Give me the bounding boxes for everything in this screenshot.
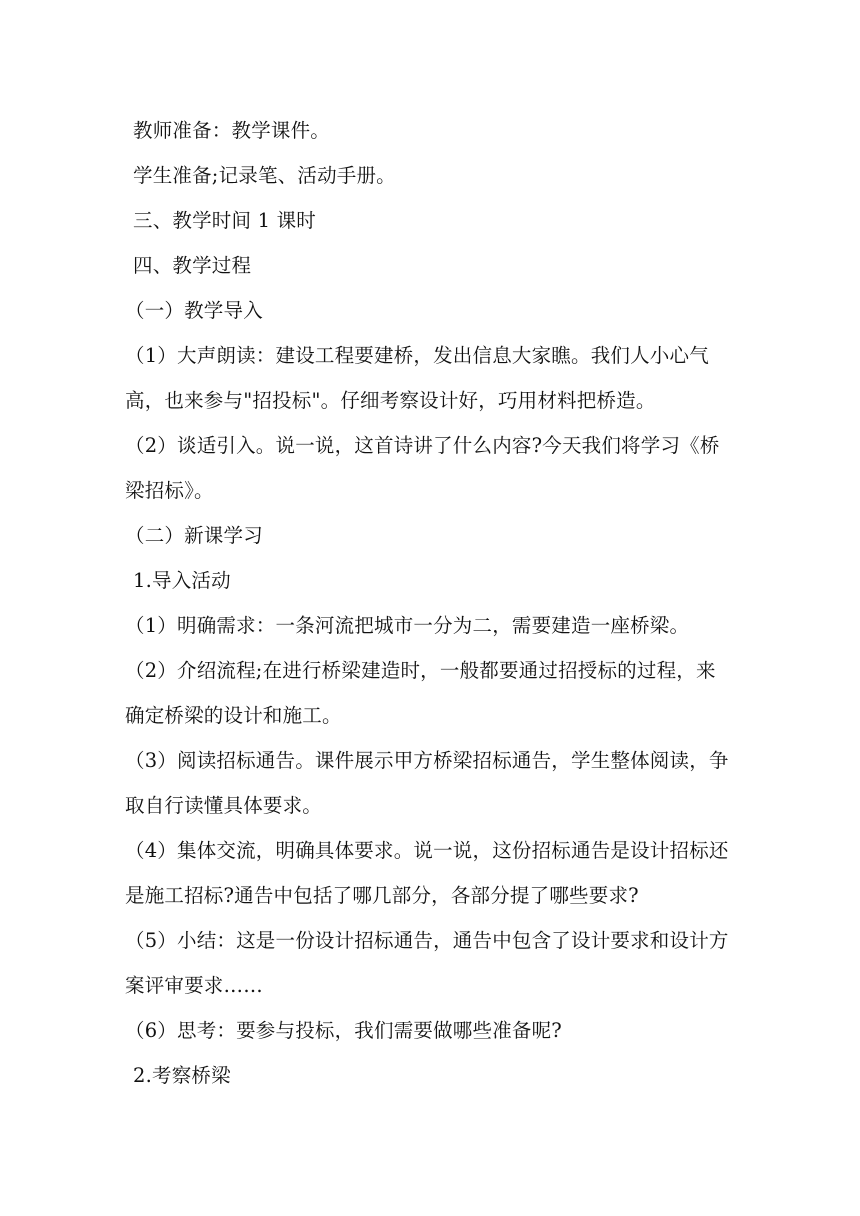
paragraph-read-aloud: （1）大声朗读：建设工程要建桥，发出信息大家瞧。我们人小心气高，也来参与"招投标"。仔细考察设计好，巧用材料把桥造。 [125,344,709,412]
paragraph-student-prep: 学生准备;记录笔、活动手册。 [133,164,396,187]
document-body [125,108,733,1098]
paragraph-group-discussion: （4）集体交流，明确具体要求。说一说，这份招标通告是设计招标还是施工招标?通告中包括了哪几部分，各部分提了哪些要求? [125,839,729,907]
paragraph-introduce-process: （2）介绍流程;在进行桥梁建造时，一般都要通过招授标的过程，来确定桥梁的设计和施工。 [125,659,716,727]
paragraph-teacher-prep: 教师准备：教学课件。 [133,119,331,142]
paragraph-read-notice: （3）阅读招标通告。课件展示甲方桥梁招标通告，学生整体阅读，争取自行读懂具体要求。 [125,749,729,817]
item-heading-intro-activity: 1.导入活动 [133,569,231,592]
paragraph-summary: （5）小结：这是一份设计招标通告，通告中包含了设计要求和设计方案评审要求…… [125,929,729,997]
paragraph-think: （6）思考：要参与投标，我们需要做哪些准备呢? [125,1019,562,1042]
paragraph-clarify-needs: （1）明确需求：一条河流把城市一分为二，需要建造一座桥梁。 [125,614,690,637]
subsection-heading-introduction: （一）教学导入 [125,299,263,322]
section-heading-teaching-time: 三、教学时间 1 课时 [133,209,317,232]
section-heading-teaching-process: 四、教学过程 [133,254,252,277]
paragraph-lead-in: （2）谈适引入。说一说，这首诗讲了什么内容?今天我们将学习《桥梁招标》。 [125,434,720,502]
item-heading-inspect-bridge: 2.考察桥梁 [133,1064,231,1087]
subsection-heading-new-lesson: （二）新课学习 [125,524,263,547]
